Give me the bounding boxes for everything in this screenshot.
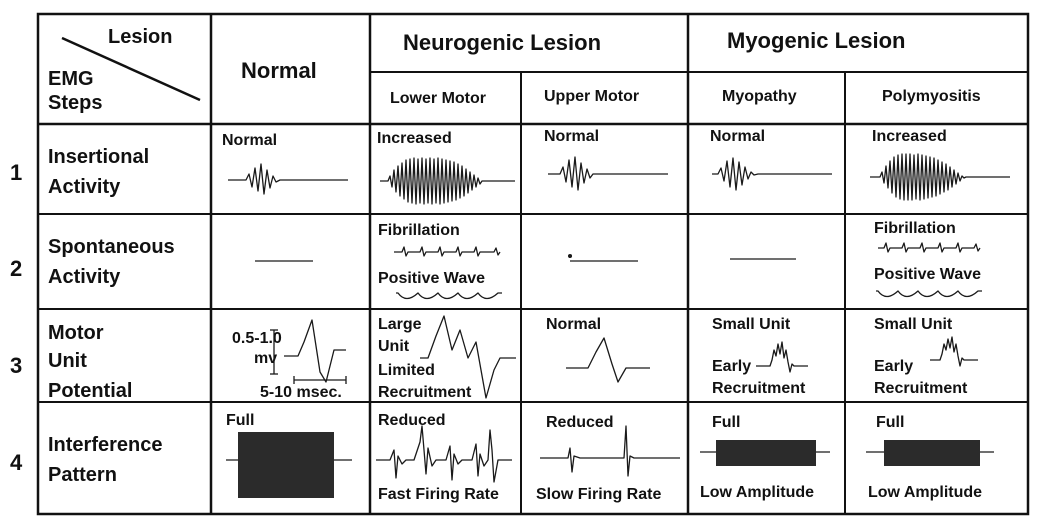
r3-poly-label-2: Early [874,358,914,375]
r2-poly-positive-wave-trace [876,288,986,304]
r4-lower-top-label: Reduced [378,412,446,429]
r2-myopathy-baseline [730,254,800,264]
r3-lower-label-1: Large [378,316,422,333]
row-label-insertional-2: Activity [48,176,121,198]
r3-normal-potential-trace [262,316,362,388]
r3-myo-label-1: Small Unit [712,316,791,333]
r3-myo-label-3: Recruitment [712,380,806,397]
r3-normal-mv: mv [254,350,278,367]
r4-poly-top-label: Full [876,414,905,431]
corner-emg-label: EMG [48,68,94,90]
r1-myopathy-trace [712,154,832,194]
r4-lower-pattern-trace [376,420,520,488]
r3-myo-potential-trace [756,340,826,380]
header-myopathy: Myopathy [722,88,797,105]
r2-poly-pos-label: Positive Wave [874,266,982,283]
row-number-2: 2 [10,256,23,281]
corner-lesion-label: Lesion [108,26,173,48]
r1-upper-trace [548,154,668,194]
r2-lower-positive-wave-trace [396,290,506,306]
r1-poly-label: Increased [872,128,947,145]
header-polymyositis: Polymyositis [882,88,981,105]
r1-upper-label: Normal [544,128,600,145]
row-number-4: 4 [10,450,23,475]
r3-normal-duration: 5-10 msec. [260,384,342,401]
r4-normal-full-pattern [238,432,334,498]
r3-myo-label-2: Early [712,358,752,375]
r3-poly-label-1: Small Unit [874,316,953,333]
r1-lower-label: Increased [377,130,452,147]
r3-normal-amplitude: 0.5-1.0 [232,330,282,347]
r3-lower-label-3: Limited [378,362,435,379]
r4-lower-bottom-label: Fast Firing Rate [378,486,499,503]
r3-lower-label-4: Recruitment [378,384,472,401]
r1-normal-trace [228,160,348,200]
r4-normal-label: Full [226,412,255,429]
r3-upper-label: Normal [546,316,602,333]
r2-normal-baseline [255,256,315,266]
r3-lower-potential-trace [420,310,520,402]
r4-upper-bottom-label: Slow Firing Rate [536,486,662,503]
r2-lower-fibrillation-trace [394,244,504,260]
r4-myo-bottom-label: Low Amplitude [700,484,815,501]
header-normal: Normal [241,58,317,83]
row-label-interference-1: Interference [48,434,163,456]
row-label-spontaneous-2: Activity [48,266,121,288]
row-label-motor-1: Motor [48,322,104,344]
r4-myo-low-amplitude-pattern [716,440,816,466]
r2-poly-fibrillation-trace [878,240,988,256]
r1-poly-trace [870,152,1010,202]
header-lower-motor: Lower Motor [390,90,486,107]
row-label-interference-2: Pattern [48,464,117,486]
r2-upper-baseline [566,252,646,264]
r2-lower-fib-label: Fibrillation [378,222,460,239]
r4-myo-top-label: Full [712,414,741,431]
r3-upper-potential-trace [566,334,656,390]
row-number-3: 3 [10,353,23,378]
r1-lower-trace [380,156,515,206]
row-label-spontaneous-1: Spontaneous [48,236,175,258]
r1-normal-label: Normal [222,132,278,149]
row-label-motor-3: Potential [48,380,133,402]
header-myogenic: Myogenic Lesion [727,28,906,53]
r4-upper-pattern-trace [540,420,686,486]
row-label-motor-2: Unit [48,350,87,372]
r1-myopathy-label: Normal [710,128,766,145]
r3-poly-label-3: Recruitment [874,380,968,397]
r3-poly-potential-trace [930,336,990,376]
row-label-insertional-1: Insertional [48,146,150,168]
r3-lower-label-2: Unit [378,338,410,355]
r2-poly-fib-label: Fibrillation [874,220,956,237]
r4-upper-top-label: Reduced [546,414,614,431]
header-neurogenic: Neurogenic Lesion [403,30,602,55]
row-number-1: 1 [10,160,23,185]
r4-poly-low-amplitude-pattern [884,440,980,466]
header-upper-motor: Upper Motor [544,88,640,105]
r4-poly-bottom-label: Low Amplitude [868,484,983,501]
corner-steps-label: Steps [48,92,103,114]
r2-lower-pos-label: Positive Wave [378,270,486,287]
